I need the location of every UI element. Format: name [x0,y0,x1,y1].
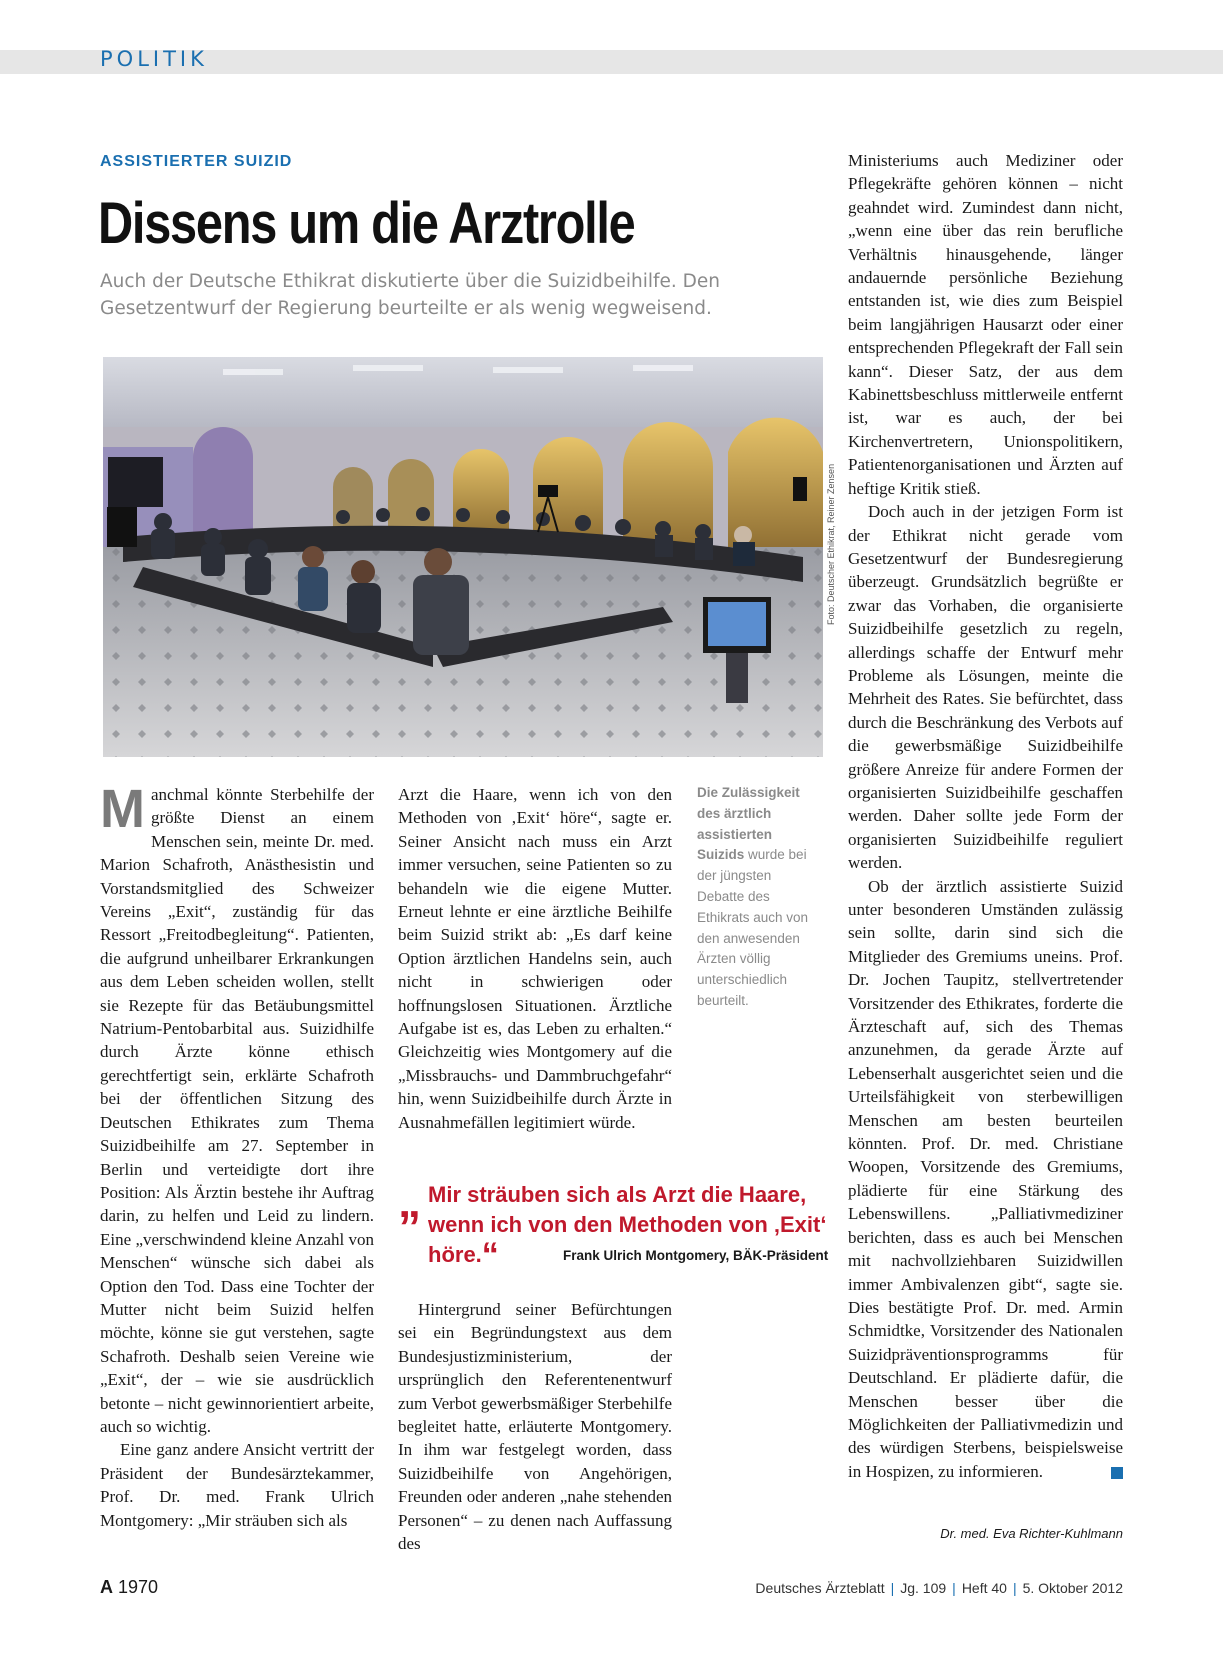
paragraph-1-text: anchmal könnte Sterbehilfe der größte Dienst an einem Menschen sein, meinte Dr. med. Marion Schafroth, Anästhesistin und Vorstandsmitglied des Schweizer Vereins „Exit“, zuständig für das Ressort „Freitodbegleitung“. Patienten, die aufgrund unheilbarer Erkrankungen aus dem Leben scheiden wollen, stellt sie Rezepte für das Betäubungsmittel Natrium-Pentobarbital aus. Suizidhilfe durch Ärzte könne ethisch gerechtfertigt sein, erklärte Schafroth bei der öffentlichen Sitzung des Deutschen Ethikrates zum Thema Suizidbeihilfe am 27. September in Berlin und verteidigte dort ihre Position: Als Ärztin bestehe ihr Auftrag darin, zu helfen und Leid zu lindern. Eine „verschwindend kleine Anzahl von Menschen“ wünsche sich dabei als Option den Tod. Dass eine Tochter der Mutter nicht beim Suizid helfen möchte, könne sie gut verstehen, sagte Schafroth. Deshalb seien Vereine wie „Exit“, der – wie sie ausdrücklich betonte – nicht gewinnorientiert arbeite, auch so wichtig. [100,785,374,1436]
quote-close-mark: “ [481,1236,499,1274]
footer-volume: Jg. 109 [900,1580,947,1596]
footer-separator: | [952,1580,956,1596]
article-kicker: ASSISTIERTER SUIZID [100,153,293,170]
page-prefix: A [100,1577,113,1597]
footer-issue: Heft 40 [961,1580,1007,1596]
photo-caption [697,783,822,1012]
journal-footer [755,1580,1123,1596]
paragraph-7-text: Ob der ärztlich assistierte Suizid unter besonderen Umständen zulässig sein sollte, darin sind sich die Mitglieder des Gremiums uneins. Prof. Dr. Jochen Taupitz, stellvertretender Vorsitzender des Ethikrates, forderte die Ärzteschaft auf, sich des Themas anzunehmen, da gerade Ärzte auf Lebenserhalt ausgerichtet seien und die Urteilsfähigkeit von sterbewilligen Menschen am besten beurteilen könnten. Prof. Dr. med. Christiane Woopen, Vorsitzende des Gremiums, plädierte für eine Stärkung des Lebenswillens. „Palliativmediziner berichten, dass es auch bei Menschen mit nachvollziehbaren Suizidwillen immer Ambivalenzen gibt“, sagte sie. Dies bestätigte Prof. Dr. med. Armin Schmidtke, Vorsitzender des Nationalen Suizidpräventionsprogramms für Deutschland. Er plädierte dafür, die Menschen besser über die Möglichkeiten der Palliativmedizin und des würdigen Sterbens, beispielsweise in Hospizen, zu informieren. [848,876,1123,1481]
footer-separator: | [890,1580,895,1596]
footer-journal: Deutsches Ärzteblatt [755,1580,885,1596]
article-lead: Auch der Deutsche Ethikrat diskutierte über die Suizidbeihilfe. Den Gesetzentwurf der Regierung beurteilte er als wenig wegweisend. [100,271,721,319]
footer-date: 5. Oktober 2012 [1022,1580,1123,1596]
quote-text: Mir sträuben sich als Arzt die Haare, wenn ich von den Methoden von ‚Exit‘ höre. [428,1182,827,1267]
author-byline: Dr. med. Eva Richter-Kuhlmann [940,1526,1123,1541]
photo-credit: Foto: Deutscher Ethikrat, Reiner Zensen [826,463,836,625]
paragraph-3: Arzt die Haare, wenn ich von den Methoden von ‚Exit‘ höre“, sagte er. Seiner Ansicht nach muss ein Arzt immer versuchen, seine Patienten so zu behandeln wie die eigene Mutter. Erneut lehnte er eine ärztliche Beihilfe beim Suizid strikt ab: „Es darf keine Option ärztlichen Handelns sein, auch nicht in schwierigen oder hoffnungslosen Situationen. Ärztliche Aufgabe ist es, das Leben zu erhalten.“ Gleichzeitig wies Montgomery auf die „Missbrauchs- und Dammbruchgefahr“ hin, wenn Suizidbeihilfe durch Ärzte in Ausnahmefällen legitimiert würde. [398,785,672,1132]
article-column-1 [100,779,374,1532]
paragraph-5: Ministeriums auch Mediziner oder Pflegekräfte gehören können – nicht geahndet wird. Zumindest dann nicht, „wenn eine über das rein berufliche Verhältnis hinausgehende, länger andauernde persönliche Beziehung entstanden ist, wie dies zum Beispiel beim langjährigen Hausarzt oder einer entsprechenden Pflegekraft der Fall sein kann“. Dieser Satz, der aus dem Kabinettsbeschluss mittlerweile entfernt ist, war es auch, der bei Kirchenvertretern, Unionspolitikern, Patientenorganisationen und Ärzten auf heftige Kritik stieß. [848,151,1123,498]
footer-separator: | [1012,1580,1017,1596]
paragraph-1 [100,779,374,1438]
caption-text: wurde bei der jüngsten Debatte des Ethikrats auch von den anwesenden Ärzten völlig unterschiedlich beurteilt. [697,847,809,1008]
article-headline: Dissens um die Arztrolle [98,191,635,256]
section-label: POLITIK [100,47,208,71]
article-column-3 [848,149,1123,1483]
conference-photo [103,357,823,757]
paragraph-4: Hintergrund seiner Befürchtungen sei ein Begründungstext aus dem Bundesjustizministerium, der ursprünglich den Referentenentwurf zum Verbot gewerbsmäßiger Sterbehilfe begleitet hatte, erläuterte Montgomery. In ihm war festgelegt worden, dass Suizidbeihilfe von Angehörigen, Freunden oder anderen „nahe stehenden Personen“ – zu denen nach Auffassung des [398,1300,672,1554]
quote-open-mark: „ [398,1175,421,1227]
page-number [100,1577,158,1598]
paragraph-7 [848,875,1123,1484]
paragraph-6: Doch auch in der jetzigen Form ist der Ethikrat nicht gerade vom Gesetzentwurf der Bundesregierung überzeugt. Grundsätzlich begrüßte er zwar das Vorhaben, die organisierte Suizidbeihilfe gesetzlich zu regeln, allerdings schaffe der Entwurf mehr Probleme als Lösungen, meinte die Mehrheit des Rates. Sie befürchtet, dass durch die Beschränkung des Verbots auf die gewerbsmäßige Suizidbeihilfe größere Anreize für andere Formen der organisierten Suizidbeihilfe geschaffen werden. Daher sollte jede Form der organisierten Suizidbeihilfe reguliert werden. [848,502,1123,873]
end-mark-icon [1111,1467,1123,1479]
article-column-2-lower [398,1298,672,1555]
drop-cap: M [100,779,145,839]
paragraph-2: Eine ganz andere Ansicht vertritt der Präsident der Bundesärztekammer, Prof. Dr. med. Frank Ulrich Montgomery: „Mir sträuben sich als [100,1440,374,1530]
article-column-2 [398,783,672,1134]
page-number-value: 1970 [118,1577,159,1597]
quote-source: Frank Ulrich Montgomery, BÄK-Präsident [563,1248,829,1263]
caption-bold: Die Zulässigkeit des ärztlich assistierten Suizids [697,785,800,863]
